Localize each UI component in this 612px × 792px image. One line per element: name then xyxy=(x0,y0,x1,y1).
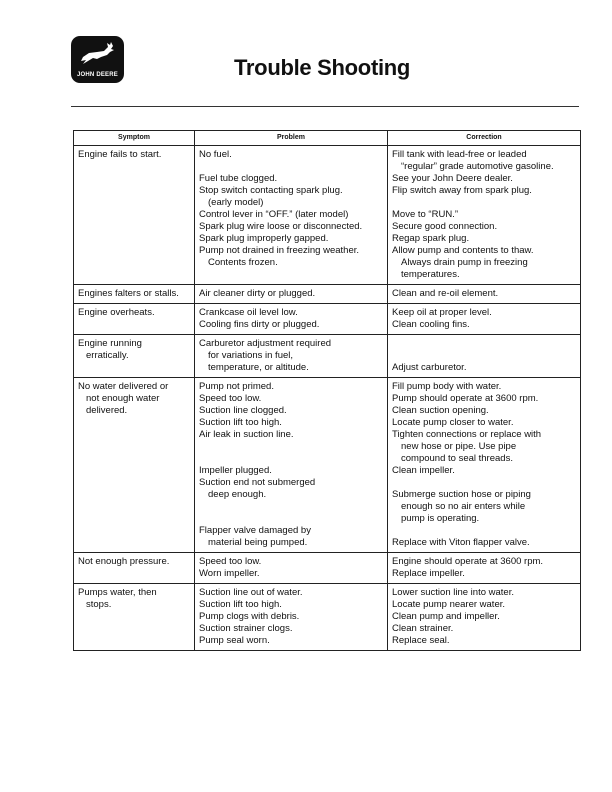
john-deere-logo xyxy=(71,36,124,83)
correction-line: pump is operating. xyxy=(401,513,480,524)
correction-line: Tighten connections or replace with xyxy=(392,429,542,440)
correction-line xyxy=(392,197,576,209)
problem-line xyxy=(199,513,383,525)
problem-line: Worn impeller. xyxy=(199,568,260,579)
table-row xyxy=(74,553,581,584)
correction-line: Clean suction opening. xyxy=(392,405,489,416)
correction-line: Regap spark plug. xyxy=(392,233,470,244)
table-row xyxy=(74,285,581,304)
problem-cell xyxy=(195,378,388,553)
correction-line: Submerge suction hose or piping xyxy=(392,489,531,500)
correction-line: Replace seal. xyxy=(392,635,450,646)
problem-cell xyxy=(195,553,388,584)
symptom-line: No water delivered or xyxy=(78,381,169,392)
correction-line: Fill pump body with water. xyxy=(392,381,502,392)
problem-line: temperature, or altitude. xyxy=(208,362,309,373)
correction-line: compound to seal threads. xyxy=(401,453,513,464)
correction-cell xyxy=(388,304,581,335)
symptom-line: delivered. xyxy=(86,405,128,416)
problem-line: Spark plug improperly gapped. xyxy=(199,233,329,244)
correction-cell xyxy=(388,378,581,553)
logo-text: JOHN DEERE xyxy=(76,72,118,78)
correction-line: Keep oil at proper level. xyxy=(392,307,492,318)
problem-line: Suction lift too high. xyxy=(199,417,282,428)
correction-line: Fill tank with lead-free or leaded xyxy=(392,149,527,160)
correction-line: Flip switch away from spark plug. xyxy=(392,185,532,196)
problem-line: Flapper valve damaged by xyxy=(199,525,311,536)
correction-line: Locate pump closer to water. xyxy=(392,417,514,428)
problem-cell xyxy=(195,146,388,285)
symptom-cell xyxy=(74,378,195,553)
correction-line: Secure good connection. xyxy=(392,221,498,232)
correction-line: Replace impeller. xyxy=(392,568,465,579)
problem-line: Speed too low. xyxy=(199,393,262,404)
symptom-line: Engines falters or stalls. xyxy=(78,288,179,299)
correction-line: Move to “RUN.” xyxy=(392,209,458,220)
problem-cell xyxy=(195,584,388,651)
correction-cell xyxy=(388,553,581,584)
correction-line: Clean and re-oil element. xyxy=(392,288,499,299)
problem-line xyxy=(199,441,383,453)
symptom-line: erratically. xyxy=(86,350,129,361)
problem-line: Suction end not submerged xyxy=(199,477,316,488)
problem-line: Air cleaner dirty or plugged. xyxy=(199,288,316,299)
correction-line xyxy=(392,338,576,350)
problem-line: Pump clogs with debris. xyxy=(199,611,300,622)
correction-line: Allow pump and contents to thaw. xyxy=(392,245,534,256)
symptom-cell xyxy=(74,285,195,304)
correction-line: Locate pump nearer water. xyxy=(392,599,506,610)
troubleshooting-table xyxy=(73,130,581,651)
correction-line: Replace with Viton flapper valve. xyxy=(392,537,530,548)
problem-line: Impeller plugged. xyxy=(199,465,272,476)
problem-line: Fuel tube clogged. xyxy=(199,173,278,184)
symptom-line: Pumps water, then xyxy=(78,587,157,598)
correction-line xyxy=(392,477,576,489)
table-row xyxy=(74,584,581,651)
correction-line: See your John Deere dealer. xyxy=(392,173,513,184)
table-row xyxy=(74,304,581,335)
correction-line: Adjust carburetor. xyxy=(392,362,467,373)
problem-line: (early model) xyxy=(208,197,264,208)
correction-line xyxy=(392,525,576,537)
correction-cell xyxy=(388,335,581,378)
correction-line xyxy=(392,350,576,362)
correction-cell xyxy=(388,584,581,651)
problem-cell xyxy=(195,304,388,335)
symptom-line: not enough water xyxy=(86,393,160,404)
symptom-cell xyxy=(74,146,195,285)
table-row xyxy=(74,378,581,553)
problem-line: material being pumped. xyxy=(208,537,308,548)
page-title: Trouble Shooting xyxy=(234,55,411,80)
symptom-cell xyxy=(74,335,195,378)
problem-line: Pump not drained in freezing weather. xyxy=(199,245,360,256)
problem-cell xyxy=(195,285,388,304)
problem-line: Stop switch contacting spark plug. xyxy=(199,185,343,196)
correction-line: Pump should operate at 3600 rpm. xyxy=(392,393,539,404)
correction-line: Clean impeller. xyxy=(392,465,455,476)
correction-cell xyxy=(388,285,581,304)
symptom-cell xyxy=(74,304,195,335)
correction-line: Always drain pump in freezing xyxy=(401,257,528,268)
title-divider xyxy=(71,106,579,107)
symptom-line: Engine overheats. xyxy=(78,307,155,318)
problem-line xyxy=(199,453,383,465)
problem-line: Crankcase oil level low. xyxy=(199,307,298,318)
correction-line: Clean strainer. xyxy=(392,623,454,634)
problem-cell xyxy=(195,335,388,378)
problem-line: Carburetor adjustment required xyxy=(199,338,332,349)
problem-line: Contents frozen. xyxy=(208,257,278,268)
correction-line: “regular” grade automotive gasoline. xyxy=(401,161,554,172)
problem-line: No fuel. xyxy=(199,149,232,160)
problem-line: Pump not primed. xyxy=(199,381,274,392)
problem-line: Speed too low. xyxy=(199,556,262,567)
problem-line: Control lever in “OFF.” (later model) xyxy=(199,209,349,220)
correction-line: Engine should operate at 3600 rpm. xyxy=(392,556,544,567)
symptom-line: Engine fails to start. xyxy=(78,149,162,160)
header-symptom: Symptom xyxy=(74,131,195,146)
problem-line: Air leak in suction line. xyxy=(199,429,294,440)
table-header-row xyxy=(74,131,581,146)
correction-line: Lower suction line into water. xyxy=(392,587,514,598)
problem-line xyxy=(199,501,383,513)
header-problem: Problem xyxy=(195,131,388,146)
correction-line: enough so no air enters while xyxy=(401,501,526,512)
problem-line: Suction strainer clogs. xyxy=(199,623,293,634)
problem-line: Suction line out of water. xyxy=(199,587,303,598)
problem-line: Cooling fins dirty or plugged. xyxy=(199,319,320,330)
table-row xyxy=(74,335,581,378)
problem-line xyxy=(199,161,383,173)
problem-line: for variations in fuel, xyxy=(208,350,294,361)
problem-line: Pump seal worn. xyxy=(199,635,270,646)
correction-line: Clean pump and impeller. xyxy=(392,611,500,622)
correction-line: temperatures. xyxy=(401,269,460,280)
problem-line: deep enough. xyxy=(208,489,267,500)
problem-line: Spark plug wire loose or disconnected. xyxy=(199,221,363,232)
symptom-line: Engine running xyxy=(78,338,142,349)
leaping-deer-icon xyxy=(77,39,118,69)
problem-line: Suction lift too high. xyxy=(199,599,282,610)
correction-line: new hose or pipe. Use pipe xyxy=(401,441,517,452)
symptom-cell xyxy=(74,553,195,584)
symptom-line: stops. xyxy=(86,599,112,610)
symptom-line: Not enough pressure. xyxy=(78,556,170,567)
correction-cell xyxy=(388,146,581,285)
problem-line: Suction line clogged. xyxy=(199,405,287,416)
symptom-cell xyxy=(74,584,195,651)
table-row xyxy=(74,146,581,285)
header-correction: Correction xyxy=(388,131,581,146)
correction-line: Clean cooling fins. xyxy=(392,319,470,330)
